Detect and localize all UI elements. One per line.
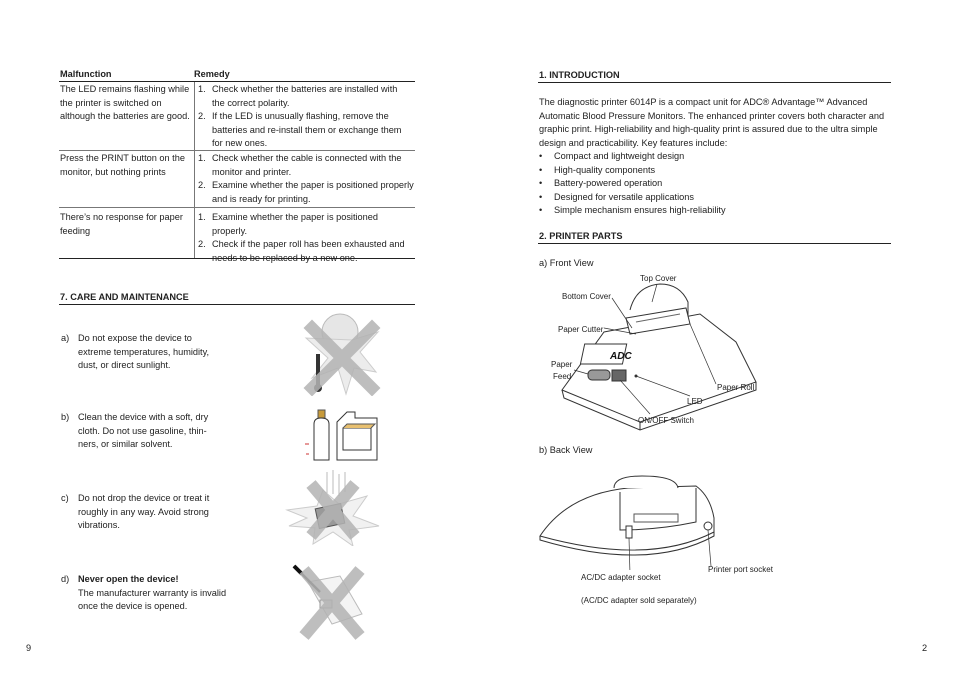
no-dropping-illustration — [283, 470, 383, 546]
table-row-3-remedies — [198, 211, 414, 265]
no-opening-illustration — [290, 560, 374, 642]
intro-heading: 1. INTRODUCTION — [539, 70, 620, 80]
table-row-2-remedies — [198, 152, 414, 206]
ac-dc-socket-icon — [626, 526, 632, 538]
callout-bottom-cover: Bottom Cover — [562, 292, 611, 301]
malfunction-header: Malfunction — [60, 69, 112, 79]
parts-heading: 2. PRINTER PARTS — [539, 231, 623, 241]
intro-paragraph: The diagnostic printer 6014P is a compact unit for ADC® Advantage™ Advanced Automatic Blood Pressure Monitors. The enhanced printer covers both character and graphic print. High-reliability and high-quality print is assured due to the ultra simple design and practicability. Key features include: — [539, 97, 885, 148]
table-row-1-malfunction: The LED remains flashing while the printer is switched on although the batteries are good. — [60, 84, 190, 121]
table-column-divider — [194, 82, 195, 258]
list-item: • Designed for versatile applications — [539, 191, 879, 205]
printer-back-view-diagram — [538, 470, 738, 570]
table-row-divider — [59, 207, 415, 208]
left-page-number: 9 — [26, 643, 32, 653]
remedy-item: 2. Examine whether the paper is positioned properly and is ready for printing. — [198, 180, 414, 204]
table-row-1-remedies — [198, 83, 412, 151]
remedy-item: 2. If the LED is unusually flashing, remove the batteries and re-install them or exchange them for new ones. — [198, 111, 402, 148]
remedy-item: 1. Check whether the batteries are installed with the correct polarity. — [198, 84, 398, 108]
callout-paper-feed-2: Feed — [553, 372, 572, 381]
care-item-b: b) Clean the device with a soft, dry cloth. Do not use gasoline, thin-ners, or similar solvent. — [61, 412, 209, 449]
table-row-2-malfunction: Press the PRINT button on the monitor, but nothing prints — [60, 153, 185, 177]
callout-paper-roll: Paper Roll — [717, 383, 755, 392]
care-item-c: c) Do not drop the device or treat it roughly in any way. Avoid strong vibrations. — [61, 493, 210, 530]
printer-body-icon — [540, 486, 714, 550]
remedy-item: 1. Examine whether the paper is positioned properly. — [198, 212, 378, 236]
care-item-a: a) Do not expose the device to extreme temperatures, humidity, dust, or direct sunlight. — [61, 333, 210, 370]
parts-heading-rule — [538, 243, 891, 244]
callout-paper-feed-1: Paper — [551, 360, 573, 369]
callout-paper-cutter: Paper Cutter — [558, 325, 604, 334]
back-view-label: b) Back View — [539, 445, 593, 455]
callout-on-off-switch: ON/OFF Switch — [638, 416, 695, 425]
no-solvent-illustration — [303, 406, 383, 468]
list-item: • Compact and lightweight design — [539, 150, 879, 164]
list-item: • Battery-powered operation — [539, 177, 879, 191]
front-callout-leaders — [540, 272, 770, 437]
adc-logo: ADC — [610, 351, 632, 362]
care-heading: 7. CARE AND MAINTENANCE — [60, 292, 189, 302]
intro-heading-rule — [538, 82, 891, 83]
list-item: • High-quality components — [539, 164, 879, 178]
table-row-3-malfunction: There’s no response for paper feeding — [60, 212, 183, 236]
right-page-number: 2 — [922, 643, 928, 653]
bottle-icon — [314, 418, 329, 460]
remedy-header: Remedy — [194, 69, 230, 79]
list-item: • Simple mechanism ensures high-reliability — [539, 204, 879, 218]
callout-top-cover: Top Cover — [640, 274, 677, 283]
table-header-rule — [59, 81, 415, 82]
remedy-item: 2. Check if the paper roll has been exhausted and needs to be replaced by a new one. — [198, 239, 405, 263]
no-sunlight-illustration — [298, 308, 382, 396]
table-bottom-rule — [59, 258, 415, 259]
remedy-item: 1. Check whether the cable is connected with the monitor and printer. — [198, 153, 402, 177]
care-heading-rule — [59, 304, 415, 305]
callout-ac-dc-socket: AC/DC adapter socket — [581, 573, 661, 582]
callout-printer-port-socket: Printer port socket — [708, 565, 773, 574]
printer-port-icon — [704, 522, 712, 530]
ac-dc-note: (AC/DC adapter sold separately) — [581, 596, 697, 605]
callout-led: LED — [687, 397, 703, 406]
care-item-d: d) Never open the device! The manufacturer warranty is invalid once the device is opened. — [61, 574, 227, 611]
table-row-divider — [59, 150, 415, 151]
front-view-label: a) Front View — [539, 258, 594, 268]
top-cover-icon — [614, 476, 678, 488]
feature-list — [539, 150, 879, 218]
